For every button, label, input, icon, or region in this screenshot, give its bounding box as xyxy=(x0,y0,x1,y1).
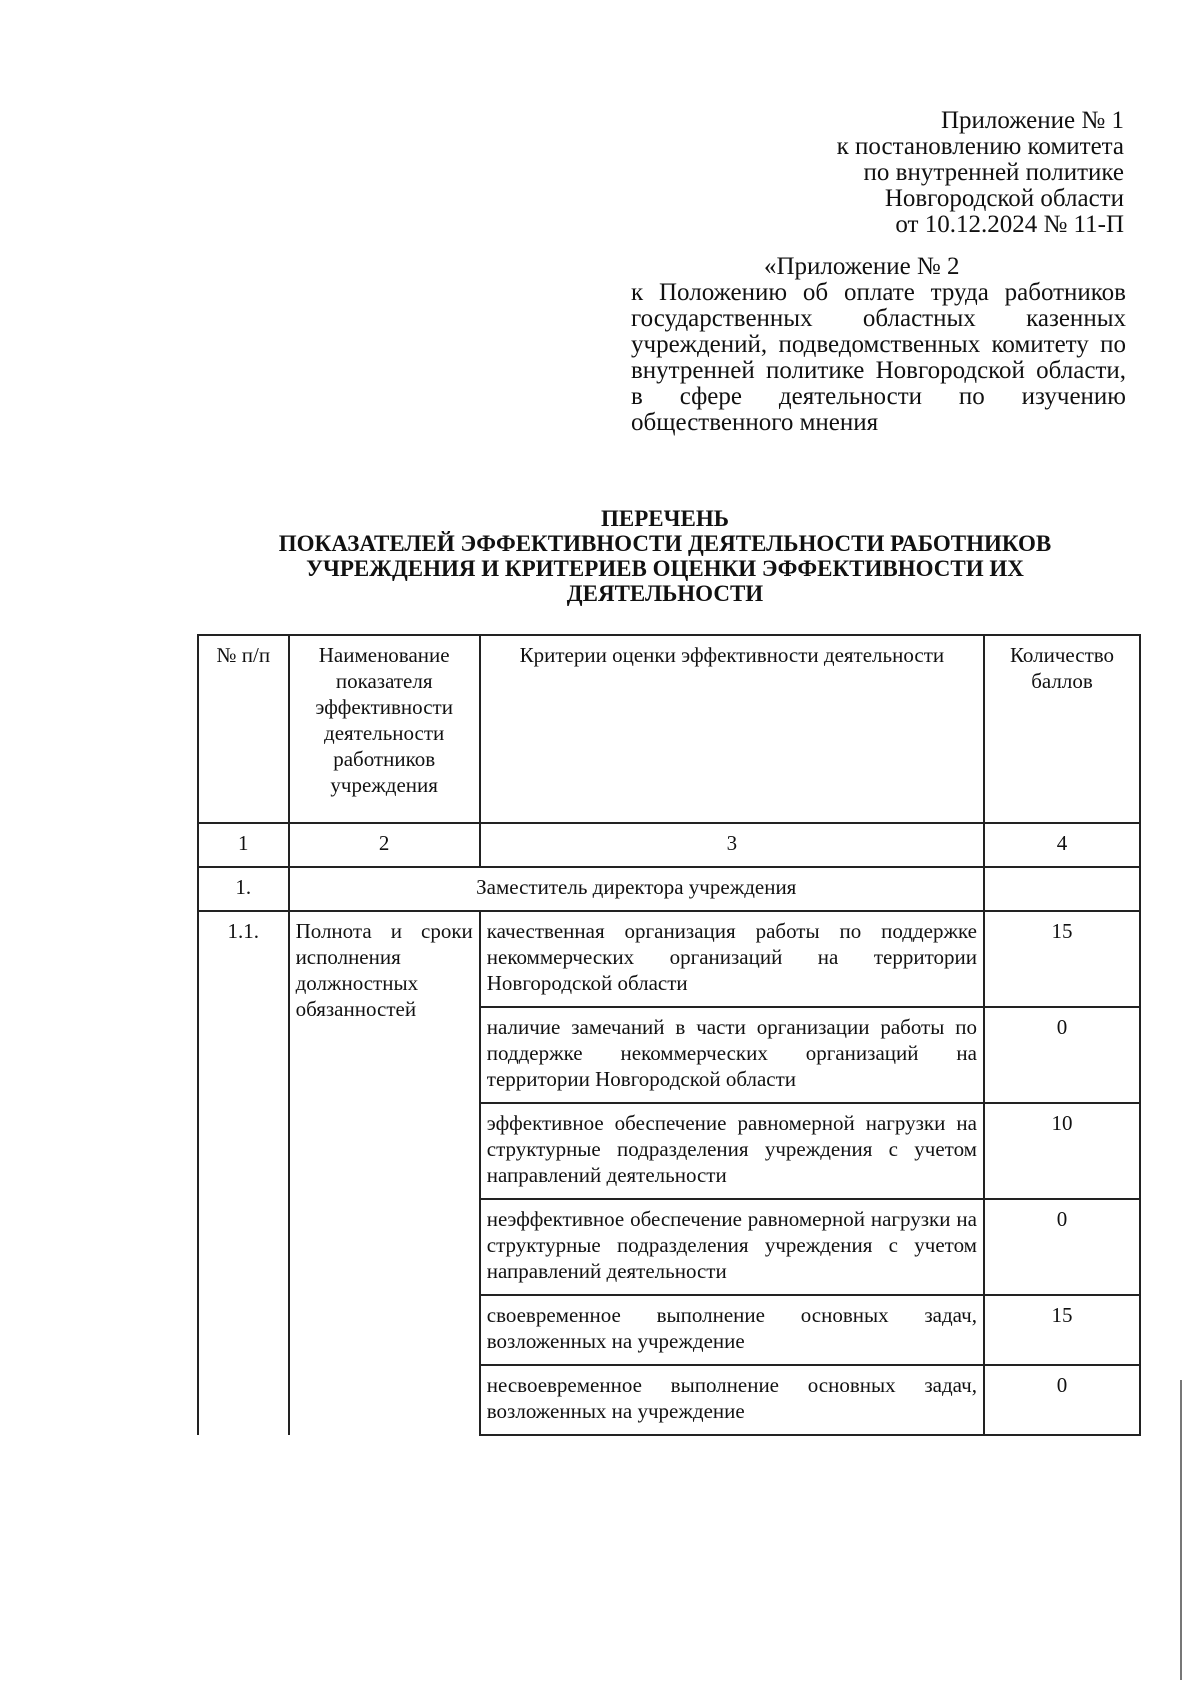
appendix-1-line: по внутренней политике xyxy=(863,159,1124,186)
header-num: № п/п xyxy=(198,635,289,823)
section-num: 1. xyxy=(198,867,289,911)
points-cell: 15 xyxy=(984,1295,1140,1365)
item-name xyxy=(289,911,480,1435)
title-line: ПОКАЗАТЕЛЕЙ ЭФФЕКТИВНОСТИ ДЕЯТЕЛЬНОСТИ РАБОТНИКОВ xyxy=(278,531,1052,556)
document-title xyxy=(230,506,1100,606)
appendix-1-date-line: от 10.12.2024 № 11-П xyxy=(895,211,1124,238)
criteria-cell: наличие замечаний в части организации работы по поддержке некоммерческих организаций на территории Новгородской области xyxy=(480,1007,984,1103)
appendix-2-block xyxy=(631,254,1126,436)
title-line: ДЕЯТЕЛЬНОСТИ xyxy=(566,581,764,606)
index-cell: 4 xyxy=(984,823,1140,867)
points-cell: 0 xyxy=(984,1365,1140,1435)
title-line: УЧРЕЖДЕНИЯ И КРИТЕРИЕВ ОЦЕНКИ ЭФФЕКТИВНОСТИ ИХ xyxy=(306,556,1024,581)
table-section-row xyxy=(198,867,1140,911)
appendix-2-heading: «Приложение № 2 xyxy=(764,253,960,280)
item-num: 1.1. xyxy=(198,911,289,1435)
header-points: Количество баллов xyxy=(984,635,1140,823)
header-criteria: Критерии оценки эффективности деятельности xyxy=(480,635,984,823)
index-cell: 3 xyxy=(480,823,984,867)
criteria-cell: неэффективное обеспечение равномерной нагрузки на структурные подразделения учреждения с учетом направлений деятельности xyxy=(480,1199,984,1295)
appendix-1-line: Новгородской области xyxy=(884,185,1124,212)
points-cell: 0 xyxy=(984,1007,1140,1103)
criteria-cell: качественная организация работы по поддержке некоммерческих организаций на территории Новгородской области xyxy=(480,911,984,1007)
points-cell: 10 xyxy=(984,1103,1140,1199)
table-index-row xyxy=(198,823,1140,867)
criteria-cell: несвоевременное выполнение основных задач, возложенных на учреждение xyxy=(480,1365,984,1435)
scan-edge-line xyxy=(1180,1380,1182,1680)
criteria-cell: эффективное обеспечение равномерной нагрузки на структурные подразделения учреждения с учетом направлений деятельности xyxy=(480,1103,984,1199)
header-name: Наименование показателя эффективности деятельности работников учреждения xyxy=(289,635,480,823)
points-cell: 0 xyxy=(984,1199,1140,1295)
appendix-1-block xyxy=(704,108,1124,238)
table-header-row xyxy=(198,635,1140,823)
item-name-text: Полнота и сроки исполнения должностных обязанностей xyxy=(295,919,473,1021)
indicators-table xyxy=(197,634,1141,1436)
index-cell: 2 xyxy=(289,823,480,867)
section-title: Заместитель директора учреждения xyxy=(289,867,984,911)
table-row xyxy=(198,911,1140,1007)
section-points-empty xyxy=(984,867,1140,911)
appendix-2-body: к Положению об оплате труда работников государственных областных казенных учреждений, подведомственных комитету по внутренней политике Новгородской области, в сфере деятельности по изучению общественного мнения xyxy=(631,279,1126,436)
criteria-cell: своевременное выполнение основных задач, возложенных на учреждение xyxy=(480,1295,984,1365)
points-cell: 15 xyxy=(984,911,1140,1007)
appendix-1-line: Приложение № 1 xyxy=(940,107,1124,134)
appendix-1-line: к постановлению комитета xyxy=(836,133,1124,160)
title-line: ПЕРЕЧЕНЬ xyxy=(601,506,729,531)
index-cell: 1 xyxy=(198,823,289,867)
